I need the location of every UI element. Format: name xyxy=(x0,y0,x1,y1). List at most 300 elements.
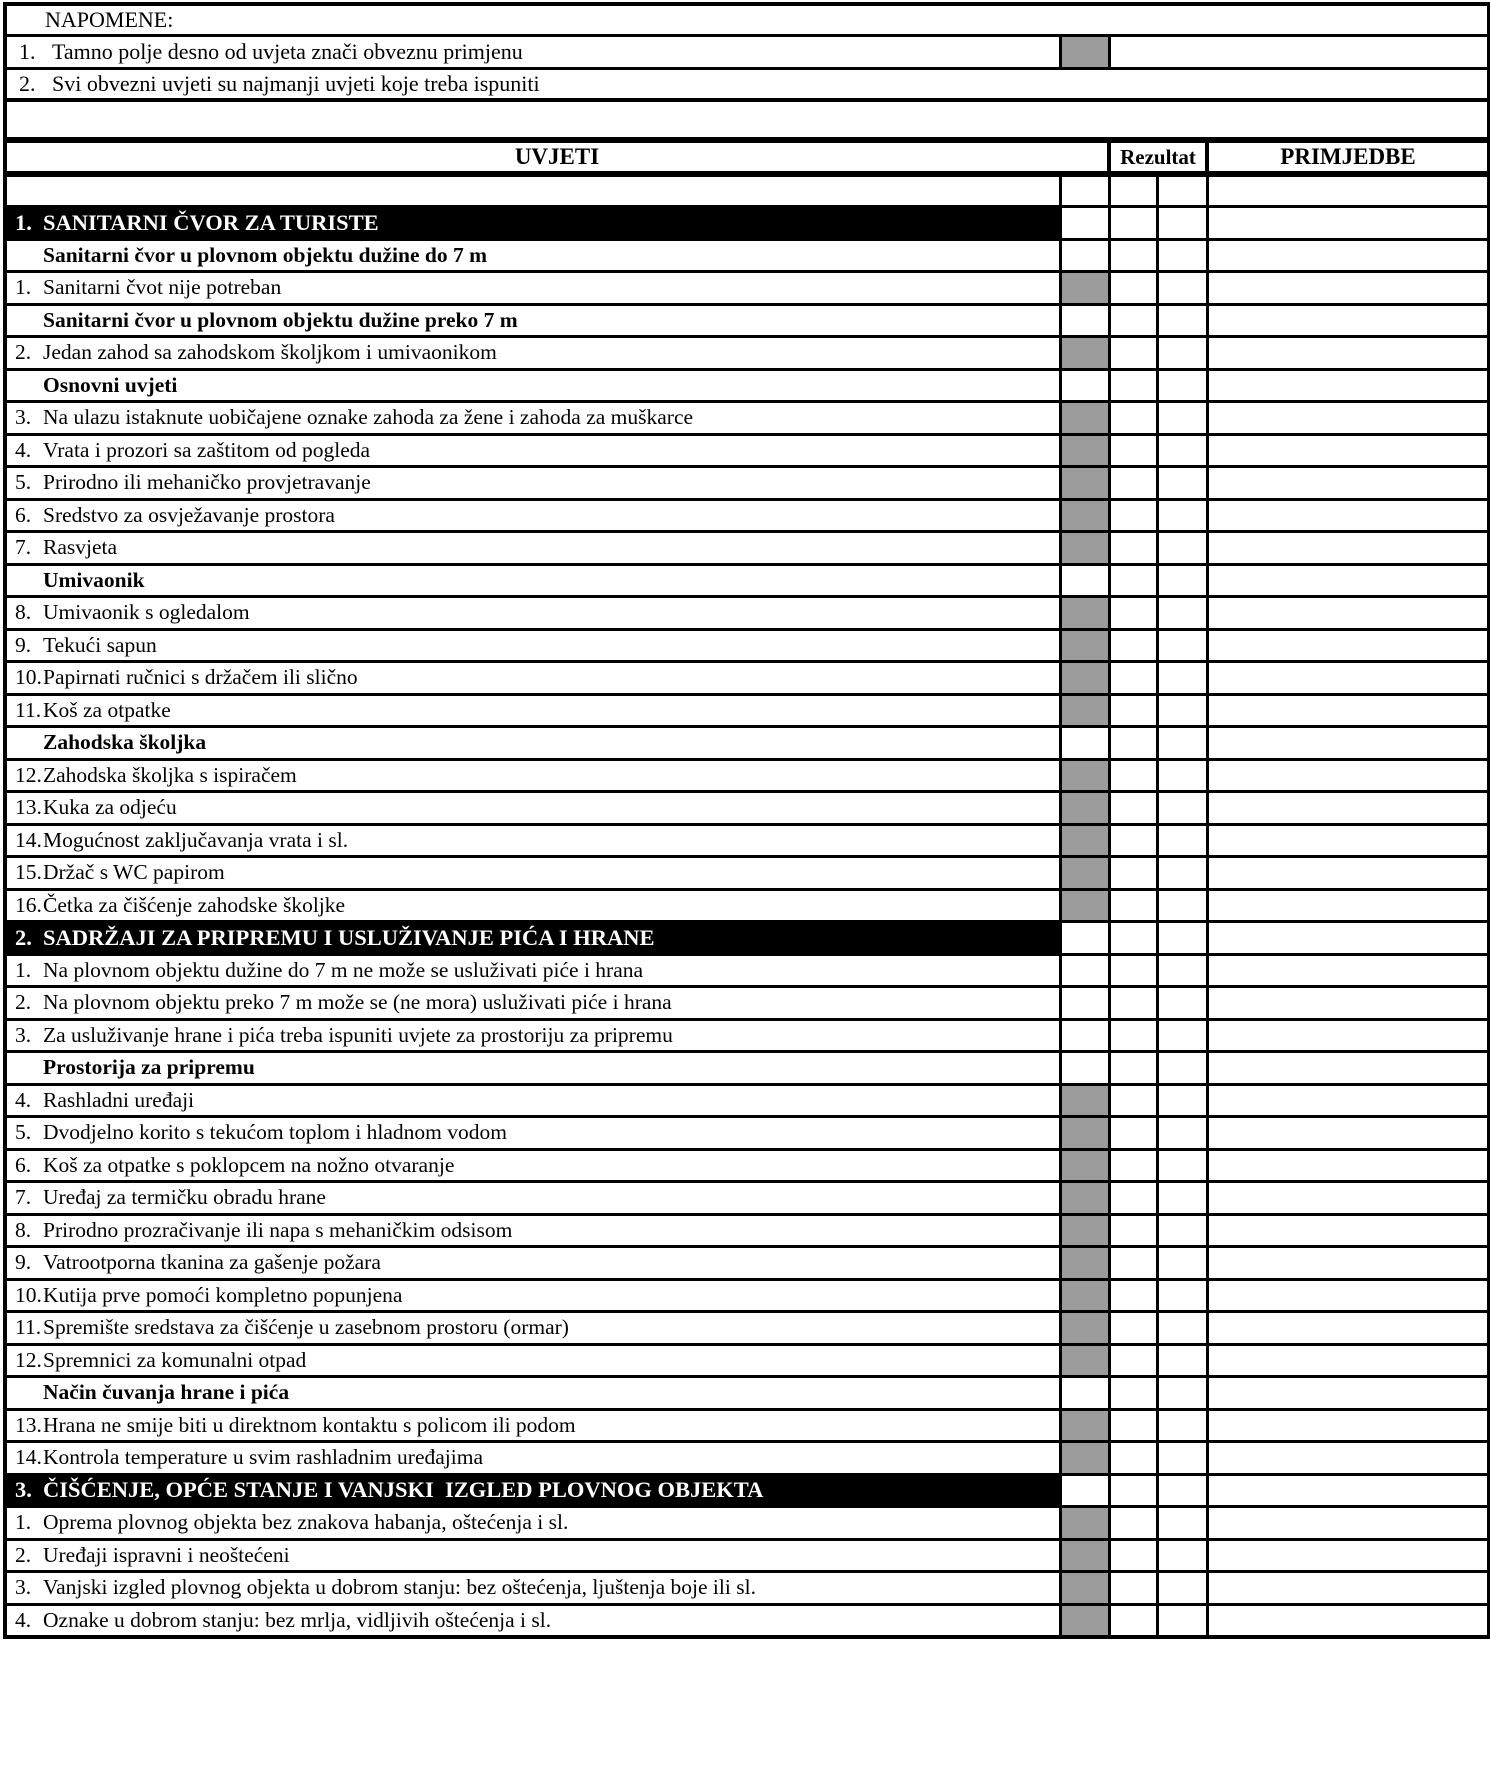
condition-cell xyxy=(5,1117,1060,1150)
mandatory-marker-cell xyxy=(1060,1507,1109,1540)
mandatory-marker-cell xyxy=(1060,1182,1109,1215)
section-row xyxy=(5,1474,1489,1507)
row-number: 13. xyxy=(15,795,42,820)
remarks-cell xyxy=(1207,1149,1489,1182)
condition-cell xyxy=(5,759,1060,792)
condition-cell xyxy=(5,1507,1060,1540)
item-row xyxy=(5,629,1489,662)
result-cell xyxy=(1109,662,1157,695)
result-cell xyxy=(1109,1312,1157,1345)
row-label: Hrana ne smije biti u direktnom kontaktu s policom ili podom xyxy=(43,1412,576,1437)
remarks-cell xyxy=(1207,1019,1489,1052)
result-cell xyxy=(1157,207,1207,240)
marker-cell xyxy=(1060,369,1109,402)
result-cell xyxy=(1109,564,1157,597)
row-label: SANITARNI ČVOR ZA TURISTE xyxy=(43,209,379,235)
result-cell xyxy=(1109,1247,1157,1280)
result-cell xyxy=(1157,499,1207,532)
result-cell xyxy=(1157,1539,1207,1572)
row-label: Tekući sapun xyxy=(43,632,157,657)
mandatory-marker-cell xyxy=(1060,1442,1109,1475)
checklist-table xyxy=(3,2,1490,1639)
result-cell xyxy=(1157,824,1207,857)
marker-cell xyxy=(1060,304,1109,337)
remarks-cell xyxy=(1207,597,1489,630)
result-cell xyxy=(1157,239,1207,272)
result-cell xyxy=(1109,792,1157,825)
result-cell xyxy=(1157,1377,1207,1410)
result-cell xyxy=(1157,1507,1207,1540)
section-row xyxy=(5,922,1489,955)
result-cell xyxy=(1109,1572,1157,1605)
subheader-cell xyxy=(5,369,1060,402)
item-row xyxy=(5,857,1489,890)
result-cell xyxy=(1157,1474,1207,1507)
condition-cell xyxy=(5,1247,1060,1280)
subheader-row xyxy=(5,564,1489,597)
remarks-cell xyxy=(1207,1247,1489,1280)
item-row xyxy=(5,272,1489,305)
row-label: ČIŠĆENJE, OPĆE STANJE I VANJSKI IZGLED PLOVNOG OBJEKTA xyxy=(43,1477,764,1503)
row-number: 4. xyxy=(15,1087,32,1112)
marker-cell xyxy=(1060,922,1109,955)
marker-cell xyxy=(1060,987,1109,1020)
marker-cell xyxy=(1060,727,1109,760)
item-row xyxy=(5,1312,1489,1345)
item-row xyxy=(5,824,1489,857)
result-cell xyxy=(1157,597,1207,630)
row-number: 12. xyxy=(15,762,42,787)
row-number: 5. xyxy=(15,470,32,495)
result-cell xyxy=(1157,337,1207,370)
row-number: 5. xyxy=(15,1120,32,1145)
remarks-cell xyxy=(1207,532,1489,565)
subheader-label: Osnovni uvjeti xyxy=(43,372,178,397)
result-cell xyxy=(1109,1442,1157,1475)
row-number: 11. xyxy=(15,697,42,722)
marker-cell xyxy=(1060,1377,1109,1410)
result-cell xyxy=(1109,954,1157,987)
remarks-cell xyxy=(1207,239,1489,272)
row-label: Jedan zahod sa zahodskom školjkom i umivaonikom xyxy=(43,340,497,365)
result-cell xyxy=(1109,1052,1157,1085)
row-number: 8. xyxy=(15,600,32,625)
row-number: 10. xyxy=(15,1282,42,1307)
row-number: 8. xyxy=(15,1217,32,1242)
result-cell xyxy=(1109,1507,1157,1540)
result-cell xyxy=(1109,1117,1157,1150)
row-label: Vrata i prozori sa zaštitom od pogleda xyxy=(43,437,371,462)
item-row xyxy=(5,792,1489,825)
result-cell xyxy=(1157,727,1207,760)
note-row-2 xyxy=(5,68,1489,100)
condition-cell xyxy=(5,402,1060,435)
subheader-row xyxy=(5,1052,1489,1085)
row-label: Koš za otpatke s poklopcem na nožno otvaranje xyxy=(43,1152,455,1177)
row-label: Prirodno prozračivanje ili napa s mehaničkim odsisom xyxy=(43,1217,513,1242)
result-cell xyxy=(1109,1182,1157,1215)
mandatory-marker-cell xyxy=(1060,629,1109,662)
subheader-cell xyxy=(5,1052,1060,1085)
remarks-cell xyxy=(1207,1052,1489,1085)
row-label: Kutija prve pomoći kompletno popunjena xyxy=(43,1282,403,1307)
remarks-cell xyxy=(1207,1279,1489,1312)
remarks-cell xyxy=(1207,1474,1489,1507)
gap-cell xyxy=(5,100,1489,140)
mandatory-marker-cell xyxy=(1060,824,1109,857)
result-cell xyxy=(1109,1019,1157,1052)
row-number: 9. xyxy=(15,1250,32,1275)
row-label: SADRŽAJI ZA PRIPREMU I USLUŽIVANJE PIĆA I HRANE xyxy=(43,924,655,950)
remarks-cell xyxy=(1207,1182,1489,1215)
spacer-row xyxy=(5,174,1489,207)
row-number: 2. xyxy=(15,340,32,365)
remarks-cell xyxy=(1207,304,1489,337)
condition-cell xyxy=(5,1214,1060,1247)
remarks-cell xyxy=(1207,792,1489,825)
row-number: 1. xyxy=(15,957,32,982)
checklist-body xyxy=(5,174,1489,1637)
result-cell xyxy=(1157,629,1207,662)
remarks-cell xyxy=(1207,1377,1489,1410)
gap-row xyxy=(5,100,1489,140)
row-label: Prirodno ili mehaničko provjetravanje xyxy=(43,470,371,495)
result-cell xyxy=(1109,987,1157,1020)
condition-cell xyxy=(5,1344,1060,1377)
item-row xyxy=(5,337,1489,370)
item-row xyxy=(5,1214,1489,1247)
condition-cell xyxy=(5,987,1060,1020)
remarks-cell xyxy=(1207,629,1489,662)
note-number: 1. xyxy=(19,38,36,64)
item-row xyxy=(5,402,1489,435)
mandatory-marker-legend-cell xyxy=(1060,36,1109,69)
note-label: Tamno polje desno od uvjeta znači obveznu primjenu xyxy=(52,38,523,64)
remarks-cell xyxy=(1207,824,1489,857)
row-number: 15. xyxy=(15,860,42,885)
row-number: 3. xyxy=(15,1477,32,1503)
row-label: Na plovnom objektu preko 7 m može se (ne mora) usluživati piće i hrana xyxy=(43,990,672,1015)
condition-cell xyxy=(5,337,1060,370)
result-cell xyxy=(1109,727,1157,760)
note-text-cell xyxy=(5,36,1060,69)
remarks-cell xyxy=(1207,889,1489,922)
subheader-cell xyxy=(5,304,1060,337)
result-cell xyxy=(1109,1409,1157,1442)
marker-cell xyxy=(1060,207,1109,240)
result-cell xyxy=(1157,759,1207,792)
mandatory-marker-cell xyxy=(1060,759,1109,792)
remarks-cell xyxy=(1207,1507,1489,1540)
subheader-cell xyxy=(5,1377,1060,1410)
result-cell xyxy=(1157,1344,1207,1377)
marker-cell xyxy=(1060,1019,1109,1052)
result-cell xyxy=(1109,272,1157,305)
condition-cell xyxy=(5,1409,1060,1442)
result-cell xyxy=(1109,889,1157,922)
row-label: Na ulazu istaknute uobičajene oznake zahoda za žene i zahoda za muškarce xyxy=(43,405,694,430)
mandatory-marker-cell xyxy=(1060,1344,1109,1377)
condition-cell xyxy=(5,272,1060,305)
mandatory-marker-cell xyxy=(1060,1214,1109,1247)
row-label: Kontrola temperature u svim rashladnim uređajima xyxy=(43,1445,484,1470)
item-row xyxy=(5,434,1489,467)
remarks-cell xyxy=(1207,1572,1489,1605)
mandatory-marker-cell xyxy=(1060,402,1109,435)
mandatory-marker-cell xyxy=(1060,499,1109,532)
result-cell xyxy=(1157,922,1207,955)
marker-cell xyxy=(1060,1474,1109,1507)
remarks-cell xyxy=(1207,1344,1489,1377)
section-row xyxy=(5,207,1489,240)
remarks-cell xyxy=(1207,564,1489,597)
mandatory-marker-cell xyxy=(1060,467,1109,500)
note-empty-cell xyxy=(1109,36,1489,69)
condition-cell xyxy=(5,1572,1060,1605)
result-cell xyxy=(1157,694,1207,727)
condition-cell xyxy=(5,499,1060,532)
result-cell xyxy=(1109,402,1157,435)
remarks-cell xyxy=(1207,272,1489,305)
subheader-row xyxy=(5,304,1489,337)
item-row xyxy=(5,597,1489,630)
mandatory-marker-cell xyxy=(1060,694,1109,727)
result-cell xyxy=(1109,1279,1157,1312)
item-row xyxy=(5,1442,1489,1475)
result-cell xyxy=(1157,1214,1207,1247)
remarks-cell xyxy=(1207,694,1489,727)
row-label: Oznake u dobrom stanju: bez mrlja, vidljivih oštećenja i sl. xyxy=(43,1607,552,1632)
condition-cell xyxy=(5,174,1060,207)
subheader-label: Sanitarni čvor u plovnom objektu dužine preko 7 m xyxy=(43,307,518,332)
mandatory-marker-cell xyxy=(1060,1084,1109,1117)
item-row xyxy=(5,694,1489,727)
condition-cell xyxy=(5,1279,1060,1312)
result-cell xyxy=(1109,369,1157,402)
row-label: Uređaji ispravni i neoštećeni xyxy=(43,1542,290,1567)
row-number: 12. xyxy=(15,1347,42,1372)
mandatory-marker-cell xyxy=(1060,1247,1109,1280)
result-cell xyxy=(1157,532,1207,565)
condition-cell xyxy=(5,1182,1060,1215)
item-row xyxy=(5,1247,1489,1280)
row-label: Vanjski izgled plovnog objekta u dobrom stanju: bez oštećenja, ljuštenja boje ili sl. xyxy=(43,1575,756,1600)
table-header-row xyxy=(5,140,1489,174)
condition-cell xyxy=(5,1539,1060,1572)
item-row xyxy=(5,1279,1489,1312)
remarks-cell xyxy=(1207,1539,1489,1572)
row-label: Na plovnom objektu dužine do 7 m ne može se usluživati piće i hrana xyxy=(43,957,644,982)
result-cell xyxy=(1157,792,1207,825)
section-title-cell xyxy=(5,207,1060,240)
result-cell xyxy=(1109,1377,1157,1410)
remarks-cell xyxy=(1207,467,1489,500)
condition-cell xyxy=(5,792,1060,825)
result-cell xyxy=(1157,1084,1207,1117)
item-row xyxy=(5,467,1489,500)
item-row xyxy=(5,499,1489,532)
condition-cell xyxy=(5,1442,1060,1475)
mandatory-marker-cell xyxy=(1060,1409,1109,1442)
remarks-cell xyxy=(1207,434,1489,467)
note-text-cell xyxy=(5,68,1489,100)
remarks-cell xyxy=(1207,954,1489,987)
row-number: 2. xyxy=(15,990,32,1015)
result-cell xyxy=(1109,597,1157,630)
item-row xyxy=(5,1409,1489,1442)
subheader-cell xyxy=(5,239,1060,272)
item-row xyxy=(5,1507,1489,1540)
result-cell xyxy=(1157,987,1207,1020)
item-row xyxy=(5,1572,1489,1605)
row-label: Vatrootporna tkanina za gašenje požara xyxy=(43,1250,381,1275)
item-row xyxy=(5,954,1489,987)
condition-cell xyxy=(5,824,1060,857)
row-label: Rasvjeta xyxy=(43,535,118,560)
row-label: Rashladni uređaji xyxy=(43,1087,195,1112)
row-label: Spremnici za komunalni otpad xyxy=(43,1347,307,1372)
result-cell xyxy=(1109,857,1157,890)
condition-cell xyxy=(5,532,1060,565)
mandatory-marker-cell xyxy=(1060,792,1109,825)
row-label: Dvodjelno korito s tekućom toplom i hladnom vodom xyxy=(43,1120,508,1145)
subheader-label: Način čuvanja hrane i pića xyxy=(43,1380,290,1405)
condition-cell xyxy=(5,662,1060,695)
condition-cell xyxy=(5,467,1060,500)
result-cell xyxy=(1109,1084,1157,1117)
row-number: 3. xyxy=(15,1022,32,1047)
subheader-row xyxy=(5,727,1489,760)
remarks-cell xyxy=(1207,499,1489,532)
row-number: 13. xyxy=(15,1412,42,1437)
result-cell xyxy=(1157,1247,1207,1280)
result-cell xyxy=(1157,1052,1207,1085)
result-cell xyxy=(1157,954,1207,987)
result-cell xyxy=(1109,759,1157,792)
result-cell xyxy=(1157,402,1207,435)
marker-cell xyxy=(1060,954,1109,987)
row-label: Sanitarni čvot nije potreban xyxy=(43,275,282,300)
item-row xyxy=(5,532,1489,565)
subheader-row xyxy=(5,369,1489,402)
result-cell xyxy=(1109,694,1157,727)
remarks-cell xyxy=(1207,727,1489,760)
result-cell xyxy=(1157,1409,1207,1442)
condition-cell xyxy=(5,1149,1060,1182)
condition-cell xyxy=(5,694,1060,727)
result-cell xyxy=(1109,1344,1157,1377)
mandatory-marker-cell xyxy=(1060,1539,1109,1572)
row-number: 4. xyxy=(15,437,32,462)
item-row xyxy=(5,662,1489,695)
remarks-cell xyxy=(1207,207,1489,240)
row-number: 6. xyxy=(15,1152,32,1177)
row-label: Uređaj za termičku obradu hrane xyxy=(43,1185,326,1210)
row-number: 4. xyxy=(15,1607,32,1632)
mandatory-marker-cell xyxy=(1060,1572,1109,1605)
remarks-cell xyxy=(1207,369,1489,402)
row-number: 16. xyxy=(15,892,42,917)
row-label: Papirnati ručnici s držačem ili slično xyxy=(43,665,358,690)
remarks-cell xyxy=(1207,857,1489,890)
result-cell xyxy=(1157,272,1207,305)
result-cell xyxy=(1109,824,1157,857)
condition-cell xyxy=(5,857,1060,890)
row-number: 1. xyxy=(15,209,32,235)
result-cell xyxy=(1109,922,1157,955)
row-label: Za usluživanje hrane i pića treba ispuniti uvjete za prostoriju za pripremu xyxy=(43,1022,673,1047)
remarks-cell xyxy=(1207,1084,1489,1117)
marker-cell xyxy=(1060,564,1109,597)
result-cell xyxy=(1109,304,1157,337)
item-row xyxy=(5,1604,1489,1637)
condition-cell xyxy=(5,1604,1060,1637)
remarks-cell xyxy=(1207,1214,1489,1247)
note-number: 2. xyxy=(19,70,36,96)
result-cell xyxy=(1157,434,1207,467)
row-number: 2. xyxy=(15,924,32,950)
uvjeti-column-header: UVJETI xyxy=(5,140,1109,174)
row-number: 3. xyxy=(15,405,32,430)
result-cell xyxy=(1109,1214,1157,1247)
row-label: Držač s WC papirom xyxy=(43,860,225,885)
item-row xyxy=(5,1084,1489,1117)
condition-cell xyxy=(5,1312,1060,1345)
result-cell xyxy=(1109,532,1157,565)
notes-title: NAPOMENE: xyxy=(5,4,1489,36)
result-cell xyxy=(1109,629,1157,662)
result-cell xyxy=(1157,889,1207,922)
row-label: Umivaonik s ogledalom xyxy=(43,600,250,625)
item-row xyxy=(5,1117,1489,1150)
mandatory-marker-cell xyxy=(1060,662,1109,695)
result-cell xyxy=(1157,304,1207,337)
notes-title-row xyxy=(5,4,1489,36)
mandatory-marker-cell xyxy=(1060,1117,1109,1150)
item-row xyxy=(5,987,1489,1020)
condition-cell xyxy=(5,597,1060,630)
result-cell xyxy=(1157,1312,1207,1345)
row-number: 2. xyxy=(15,1542,32,1567)
row-number: 3. xyxy=(15,1575,32,1600)
result-cell xyxy=(1109,1149,1157,1182)
remarks-cell xyxy=(1207,1312,1489,1345)
remarks-cell xyxy=(1207,1604,1489,1637)
subheader-cell xyxy=(5,564,1060,597)
result-cell xyxy=(1157,1572,1207,1605)
remarks-cell xyxy=(1207,1409,1489,1442)
result-cell xyxy=(1157,467,1207,500)
mandatory-marker-cell xyxy=(1060,532,1109,565)
row-label: Koš za otpatke xyxy=(43,697,171,722)
mandatory-marker-cell xyxy=(1060,337,1109,370)
marker-cell xyxy=(1060,174,1109,207)
condition-cell xyxy=(5,1084,1060,1117)
row-label: Mogućnost zaključavanja vrata i sl. xyxy=(43,827,349,852)
condition-cell xyxy=(5,954,1060,987)
result-cell xyxy=(1157,1182,1207,1215)
result-cell xyxy=(1157,174,1207,207)
mandatory-marker-cell xyxy=(1060,857,1109,890)
condition-cell xyxy=(5,1019,1060,1052)
result-cell xyxy=(1157,1117,1207,1150)
result-cell xyxy=(1109,1604,1157,1637)
result-cell xyxy=(1157,564,1207,597)
result-cell xyxy=(1109,467,1157,500)
condition-cell xyxy=(5,434,1060,467)
row-number: 10. xyxy=(15,665,42,690)
mandatory-marker-cell xyxy=(1060,434,1109,467)
